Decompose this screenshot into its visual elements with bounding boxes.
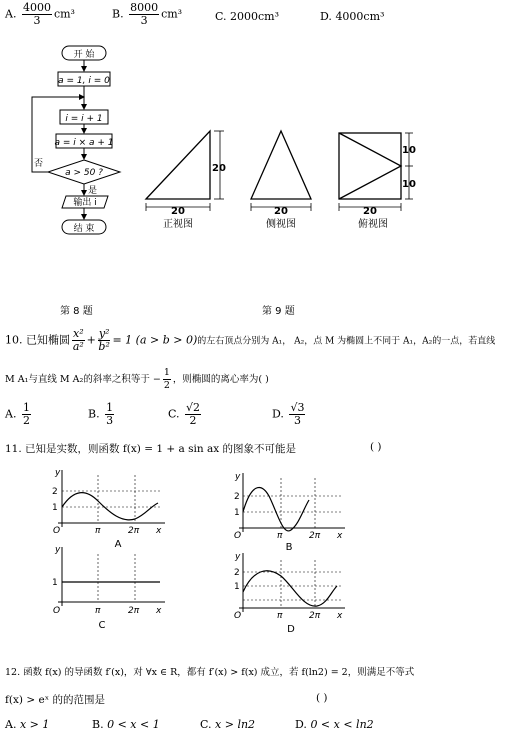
front-view-label: 正视图 xyxy=(163,219,193,230)
side-view xyxy=(245,125,325,235)
q12-option-b: B. 0 < x < 1 xyxy=(92,718,160,731)
flow-end-text: 结 束 xyxy=(73,224,95,234)
graph-b-label: B xyxy=(285,542,293,553)
flow-cond-text: a > 50 ? xyxy=(65,168,103,178)
svg-text:2π: 2π xyxy=(309,531,321,541)
svg-text:2π: 2π xyxy=(309,611,321,621)
svg-text:x: x xyxy=(156,606,162,616)
front-width-dim: 20 xyxy=(171,206,185,217)
svg-text:x: x xyxy=(337,531,343,541)
front-height-dim: 20 xyxy=(212,163,226,174)
svg-text:π: π xyxy=(277,611,283,621)
graph-b xyxy=(225,470,355,555)
q12-line1: 12. 函数 f(x) 的导函数 f′(x)，对 ∀x ∈ R，都有 f′(x) > f(x) 成立，若 f(ln2) = 2，则满足不等式 xyxy=(5,667,415,678)
svg-text:π: π xyxy=(95,606,101,616)
q10-option-b: B. $\frac{1}{3}$ xyxy=(88,401,114,427)
flowchart xyxy=(20,42,155,242)
svg-text:y: y xyxy=(235,552,241,562)
svg-text:1: 1 xyxy=(52,578,58,588)
flow-init-text: a = 1, i = 0 xyxy=(58,76,110,86)
top-dim-lower: 10 xyxy=(402,179,416,190)
top-view-label: 俯视图 xyxy=(358,219,388,230)
q7-option-b: B. $\frac{8000}{3}$ cm³ xyxy=(112,1,183,27)
graph-c-label: C xyxy=(98,620,106,631)
flow-start-text: 开 始 xyxy=(73,50,95,60)
svg-text:O: O xyxy=(53,606,61,616)
flow-assign-text: a = i × a + 1 xyxy=(54,138,114,148)
svg-text:2: 2 xyxy=(234,492,240,502)
q10-option-d: D. $\frac{√3}{3}$ xyxy=(272,401,305,427)
q11-text: 11. 已知是实数，则函数 f(x) = 1 + a sin ax 的图象不可能是 xyxy=(5,443,296,455)
side-width-dim: 20 xyxy=(274,206,288,217)
side-view-label: 侧视图 xyxy=(266,219,296,230)
q12-line2: f(x) > eˣ 的的范围是 xyxy=(5,694,105,706)
graph-d xyxy=(225,550,355,635)
q12-option-a: A. x > 1 xyxy=(5,718,50,731)
q12-option-c: C. x > ln2 xyxy=(200,718,256,731)
graph-a xyxy=(40,465,170,550)
flow-no-text: 否 xyxy=(34,159,44,169)
svg-text:2: 2 xyxy=(52,487,58,497)
svg-text:1: 1 xyxy=(52,503,58,513)
svg-text:x: x xyxy=(156,526,162,536)
flow-output-text: 输出 i xyxy=(73,198,97,208)
svg-text:1: 1 xyxy=(234,508,240,518)
svg-text:y: y xyxy=(55,468,61,478)
top-dim-upper: 10 xyxy=(402,145,416,156)
q10-line1: 10. 已知椭圆 $\frac{\text{x²}}{\text{a²}}$ + $\frac{\text{y²}}{\text{b²}}$ = 1 (a > b > 0)的左右顶点分别为 A₁， A₂，点 M 为椭圆上不同于 A₁，A₂的一点，若直线 xyxy=(5,327,496,353)
caption-q8: 第 8 题 xyxy=(60,306,93,317)
svg-text:2π: 2π xyxy=(128,526,140,536)
graph-d-label: D xyxy=(287,624,295,635)
q10-line2: M A₁与直线 M A₂的斜率之积等于 − $\frac{1}{2}$ ，则椭圆的离心率为( ) xyxy=(5,367,269,391)
q7-option-d: D. 4000cm³ xyxy=(320,10,385,23)
flow-inc-text: i = i + 1 xyxy=(65,114,103,124)
svg-text:O: O xyxy=(53,526,61,536)
svg-text:x: x xyxy=(337,611,343,621)
svg-text:O: O xyxy=(234,531,242,541)
svg-text:1: 1 xyxy=(234,582,240,592)
svg-text:y: y xyxy=(235,472,241,482)
front-view xyxy=(140,125,235,235)
svg-text:O: O xyxy=(234,611,242,621)
caption-q9: 第 9 题 xyxy=(262,306,295,317)
q10-option-c: C. $\frac{√2}{2}$ xyxy=(168,401,201,427)
svg-text:y: y xyxy=(55,545,61,555)
graph-c xyxy=(40,542,170,632)
q12-option-d: D. 0 < x < ln2 xyxy=(295,718,374,731)
svg-text:π: π xyxy=(95,526,101,536)
flow-yes-text: 是 xyxy=(88,186,98,196)
top-width-dim: 20 xyxy=(363,206,377,217)
svg-text:π: π xyxy=(277,531,283,541)
svg-text:2π: 2π xyxy=(128,606,140,616)
svg-text:2: 2 xyxy=(234,568,240,578)
q11-paren: ( ) xyxy=(370,441,382,453)
graph-a-label: A xyxy=(114,539,122,550)
top-view xyxy=(333,125,428,235)
q7-option-a: A. $\frac{4000}{3}$ cm³ xyxy=(5,1,75,27)
q7-option-c: C. 2000cm³ xyxy=(215,10,280,23)
q12-paren: ( ) xyxy=(316,692,328,704)
q10-option-a: A. $\frac{1}{2}$ xyxy=(5,401,30,427)
